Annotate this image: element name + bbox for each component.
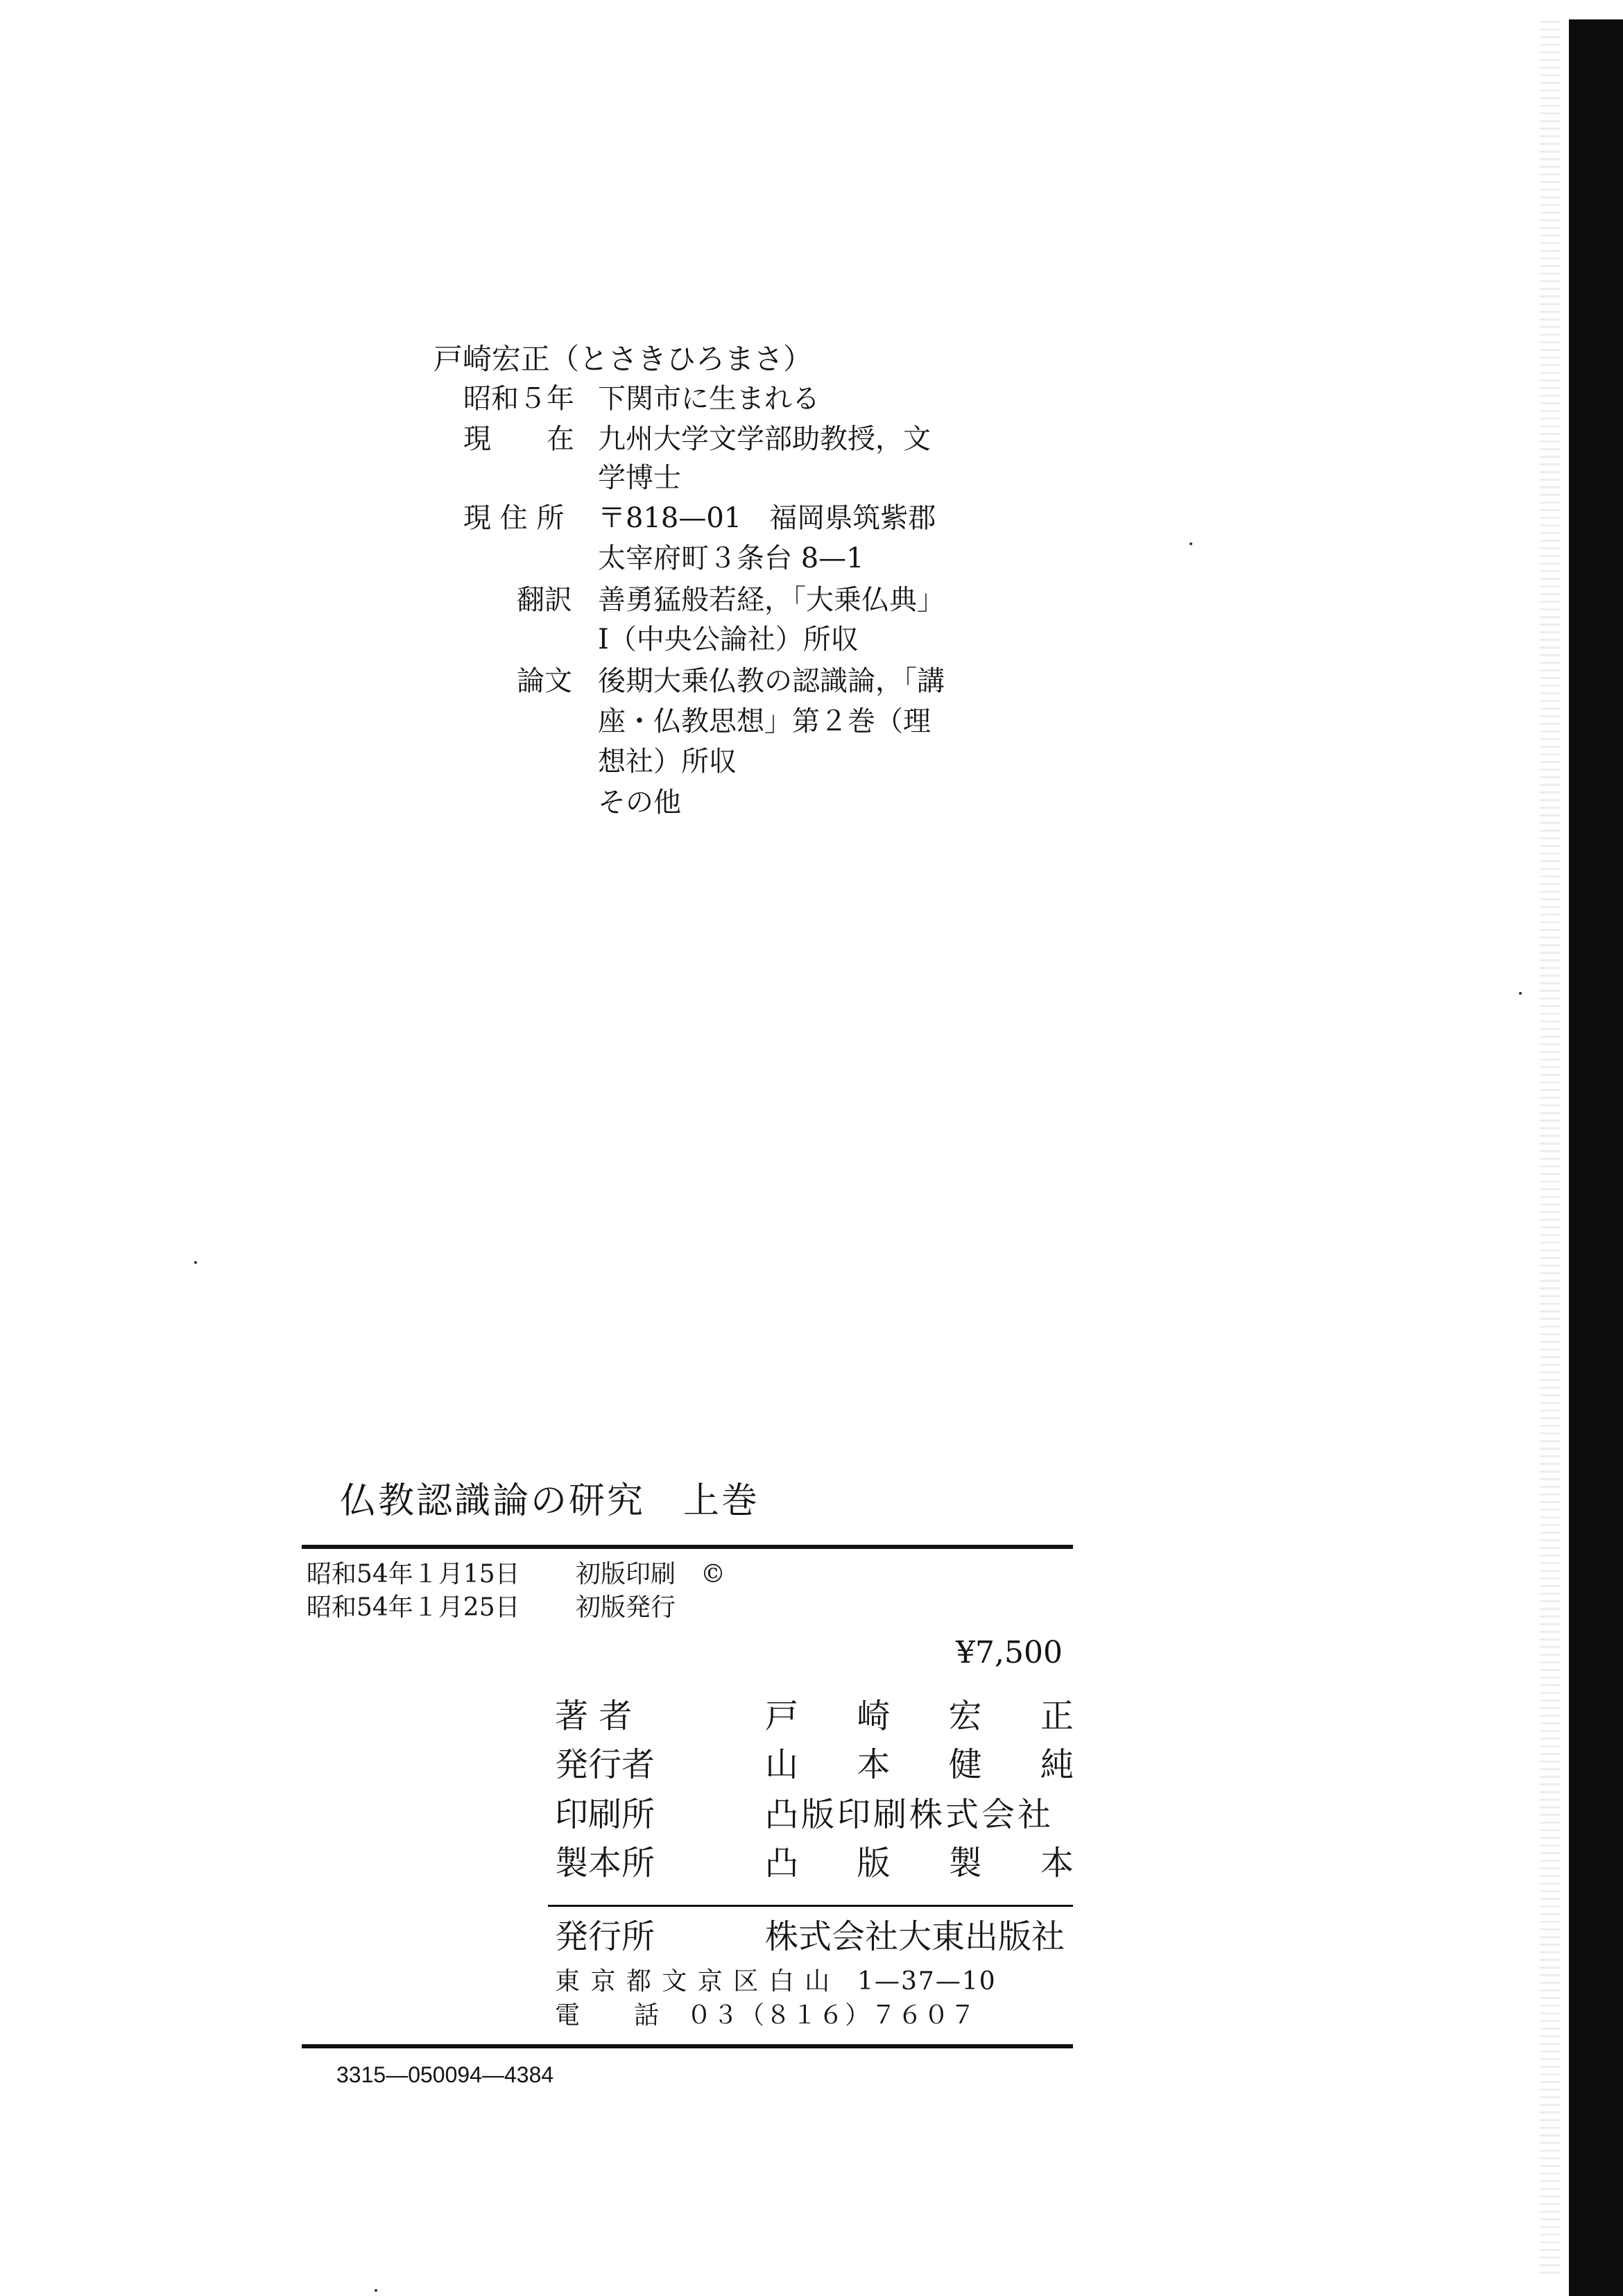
binder-char: 版 [857, 1844, 891, 1883]
born-label: 昭和５年 [463, 383, 574, 415]
address-label: 現 住 所 [463, 502, 565, 534]
publisher-person-char: 健 [948, 1745, 982, 1784]
scan-speck [375, 2289, 377, 2292]
publisher-phone: 電 話 ０３（８１６）７６０７ [555, 2001, 977, 2030]
scan-edge-noise [1540, 21, 1561, 2275]
publisher-address: 東 京 都 文 京 区 白 山 1—37—10 [555, 1967, 997, 1996]
middle-rule [548, 1905, 1073, 1907]
print-label: 初版印刷 © [576, 1560, 726, 1588]
paper-line-4: その他 [598, 787, 681, 819]
publisher-person-name [765, 1745, 1074, 1784]
issue-label: 初版発行 [576, 1593, 676, 1622]
author-name-char: 宏 [948, 1697, 982, 1736]
publisher-person-char: 純 [1040, 1745, 1074, 1784]
current-position-line-2: 学博士 [598, 462, 681, 494]
bottom-rule [302, 2044, 1073, 2048]
title-rule [302, 1545, 1073, 1549]
publisher-person-char: 山 [765, 1745, 799, 1784]
publisher-value: 株式会社大東出版社 [765, 1917, 1065, 1956]
binder-char: 凸 [765, 1844, 799, 1883]
address-line-1: 〒818—01 福岡県筑紫郡 [598, 502, 936, 534]
paper-line-1: 後期大乗仏教の認識論，「講 [598, 665, 945, 697]
author-name-line: 戸崎宏正（とさきひろまさ） [433, 342, 813, 376]
author-label: 著 者 [555, 1697, 633, 1736]
printer-label: 印刷所 [555, 1795, 655, 1834]
author-name-char: 正 [1040, 1697, 1074, 1736]
paper-line-3: 想社）所収 [598, 746, 737, 778]
book-title: 仏教認識論の研究 上巻 [340, 1480, 760, 1522]
paper-line-2: 座・仏教思想」第２巻（理 [598, 705, 931, 737]
author-name [765, 1697, 1074, 1736]
price: ¥7,500 [956, 1635, 1063, 1670]
translation-line-1: 善勇猛般若経，「大乗仏典」 [598, 584, 945, 616]
author-name-char: 崎 [857, 1697, 891, 1736]
born-value: 下関市に生まれる [598, 383, 820, 415]
issue-date: 昭和54年１月25日 [307, 1593, 520, 1622]
scan-speck [1519, 992, 1522, 995]
scan-edge-black-border [1569, 19, 1623, 2296]
binder-char: 本 [1040, 1844, 1074, 1883]
publisher-person-label: 発行者 [555, 1745, 655, 1784]
current-position-line-1: 九州大学文学部助教授，文 [598, 423, 931, 455]
translation-line-2: Ⅰ（中央公論社）所収 [598, 624, 859, 656]
publisher-label: 発行所 [555, 1917, 655, 1956]
binder-value [765, 1844, 1074, 1883]
author-name-char: 戸 [765, 1697, 799, 1736]
address-line-2: 太宰府町３条台 8—1 [598, 542, 864, 574]
current-position-label: 現 在 [463, 423, 574, 455]
binder-label: 製本所 [555, 1844, 655, 1883]
print-date: 昭和54年１月15日 [307, 1560, 520, 1588]
scan-speck [1190, 542, 1192, 545]
binder-char: 製 [948, 1844, 982, 1883]
printer-value: 凸版印刷株式会社 [765, 1795, 1054, 1834]
paper-label: 論文 [517, 665, 572, 697]
isbn-code: 3315—050094—4384 [336, 2062, 554, 2087]
translation-label: 翻訳 [517, 584, 572, 616]
scan-speck [194, 1261, 197, 1264]
publisher-person-char: 本 [857, 1745, 891, 1784]
